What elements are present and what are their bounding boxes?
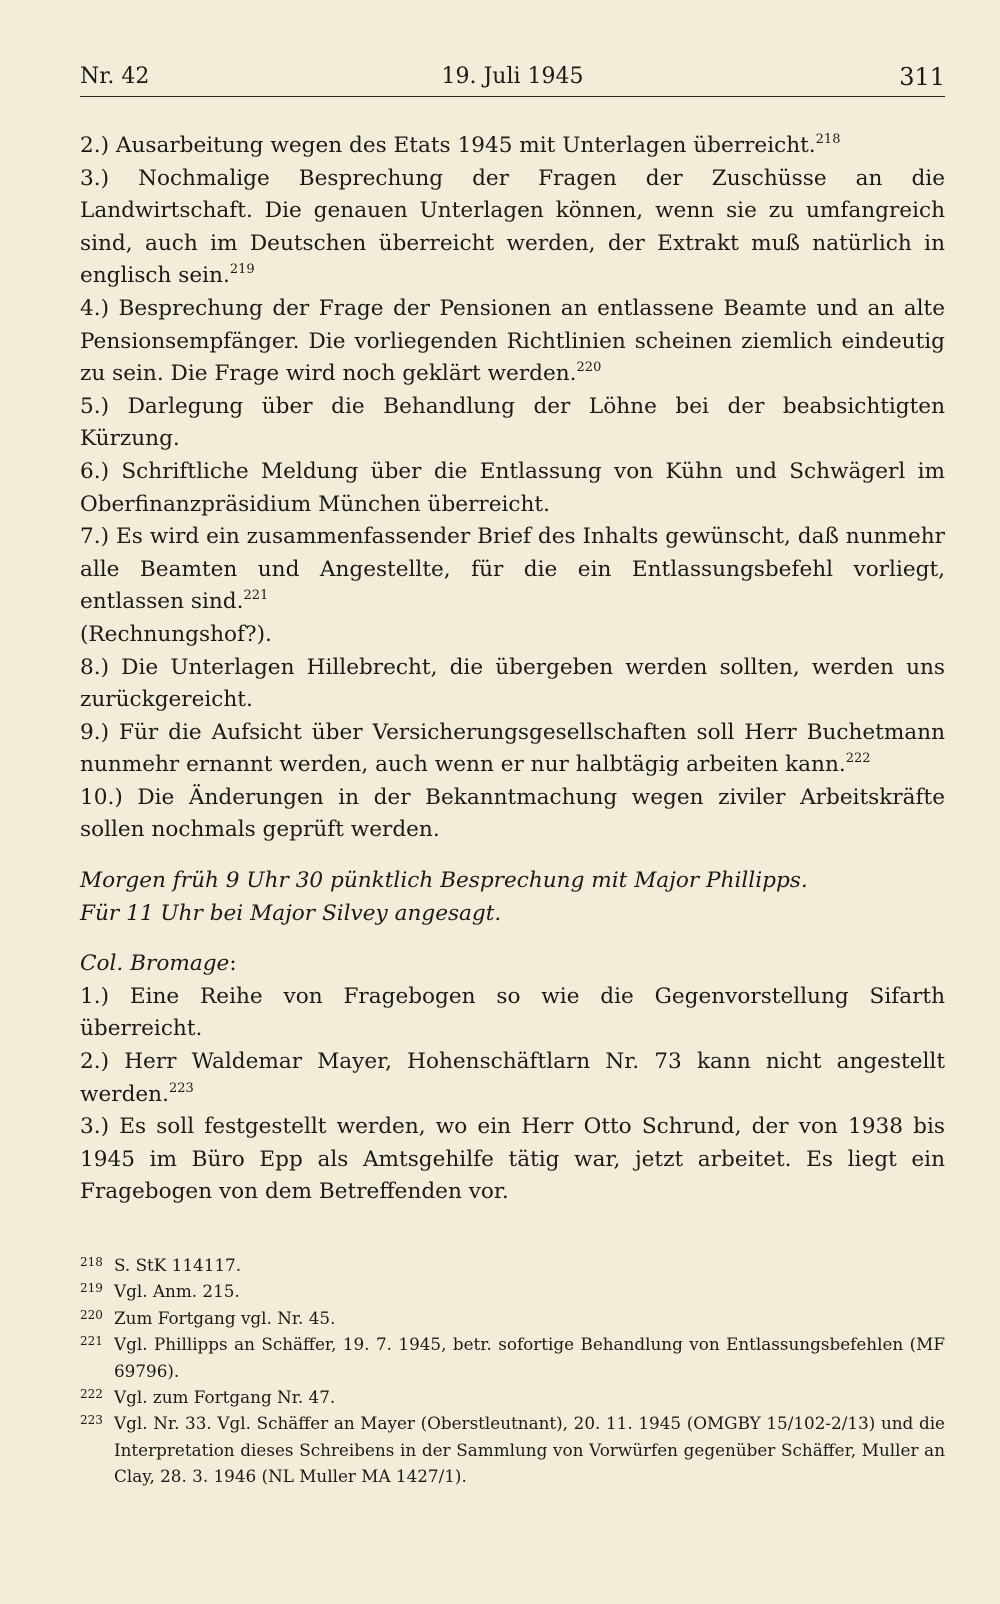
footnotes bbox=[80, 1252, 945, 1490]
footnote-ref[interactable]: 221 bbox=[243, 588, 269, 604]
header-date: 19. Juli 1945 bbox=[441, 64, 584, 89]
footnote bbox=[80, 1384, 945, 1410]
paragraph: 2.) Herr Waldemar Mayer, Hohenschäftlarn Nr. 73 kann nicht angestellt werden.$^{223}$ bbox=[80, 1049, 945, 1107]
paragraph: 5.) Darlegung über die Behandlung der Löhne bei der beabsichtigten Kürzung. bbox=[80, 393, 945, 452]
footnote-ref[interactable]: 218 bbox=[815, 132, 841, 147]
footnote bbox=[80, 1410, 945, 1489]
footnote-ref[interactable]: 219 bbox=[229, 262, 255, 278]
paragraph: 3.) Nochmalige Besprechung der Fragen der Zuschüsse an die Landwirtschaft. Die genauen Unterlagen können, wenn sie zu umfangreich sind, auch im Deutschen überreicht werden, der Extrakt muß natürlich in englisch sein.$^{219}$ bbox=[80, 165, 945, 289]
paragraph: 3.) Es soll festgestellt werden, wo ein Herr Otto Schrund, der von 1938 bis 1945 im Büro Epp als Amtsgehilfe tätig war, jetzt arbeitet. Es liegt ein Fragebogen von dem Betreffenden vor. bbox=[80, 1114, 945, 1205]
italic-note: Für 11 Uhr bei Major Silvey angesagt. bbox=[80, 900, 502, 926]
footnote-text: Zum Fortgang vgl. Nr. 45. bbox=[114, 1307, 336, 1328]
paragraph: 6.) Schriftliche Meldung über die Entlassung von Kühn und Schwägerl im Oberfinanzpräsidium München überreicht. bbox=[80, 458, 945, 517]
paragraph: 8.) Die Unterlagen Hillebrecht, die übergeben werden sollten, werden uns zurückgereicht. bbox=[80, 654, 945, 713]
footnote-text: Vgl. Anm. 215. bbox=[114, 1281, 240, 1302]
paragraph: 1.) Eine Reihe von Fragebogen so wie die Gegenvorstellung Sifarth überreicht. bbox=[80, 983, 945, 1042]
page-number: 311 bbox=[899, 63, 945, 91]
main-text bbox=[80, 130, 945, 1209]
paragraph: 9.) Für die Aufsicht über Versicherungsgesellschaften soll Herr Buchetmann nunmehr ernannt werden, auch wenn er nur halbtägig arbeiten kann.$^{222}$ bbox=[80, 719, 945, 778]
running-header bbox=[80, 62, 945, 97]
paragraph: (Rechnungshof?). bbox=[80, 621, 272, 647]
footnote bbox=[80, 1278, 945, 1304]
footnote-text: Vgl. Phillipps an Schäffer, 19. 7. 1945, betr. sofortige Behandlung von Entlassungsbefehlen (MF 69796). bbox=[114, 1334, 945, 1381]
paragraph: 4.) Besprechung der Frage der Pensionen an entlassene Beamte und an alte Pensionsempfänger. Die vorliegenden Richtlinien scheinen ziemlich eindeutig zu sein. Die Frage wird noch geklärt werden.$^{220}$ bbox=[80, 295, 945, 387]
footnote-ref[interactable]: 222 bbox=[845, 751, 871, 767]
footnote bbox=[80, 1331, 945, 1384]
footnote-number: 219 bbox=[80, 1281, 103, 1296]
paragraph: 7.) Es wird ein zusammenfassender Brief des Inhalts gewünscht, daß nunmehr alle Beamten und Angestellte, für die ein Entlassungsbefehl vorliegt, entlassen sind.$^{221}$ bbox=[80, 524, 945, 615]
footnote-ref[interactable]: 223 bbox=[168, 1080, 194, 1096]
section-heading: Col. Bromage: bbox=[80, 951, 237, 977]
footnote-text: Vgl. zum Fortgang Nr. 47. bbox=[114, 1387, 336, 1408]
footnote-number: 223 bbox=[80, 1413, 103, 1428]
footnote bbox=[80, 1252, 945, 1278]
footnote-number: 218 bbox=[80, 1255, 103, 1269]
italic-note: Morgen früh 9 Uhr 30 pünktlich Besprechung mit Major Phillipps. bbox=[80, 868, 808, 894]
footnote bbox=[80, 1305, 945, 1331]
footnote-number: 222 bbox=[80, 1387, 103, 1402]
footnote-text: S. StK 114117. bbox=[114, 1255, 242, 1275]
document-number: Nr. 42 bbox=[80, 64, 150, 89]
footnote-text: Vgl. Nr. 33. Vgl. Schäffer an Mayer (Oberstleutnant), 20. 11. 1945 (OMGBY 15/102-2/13) und die Interpretation dieses Schreibens in der Sammlung von Vorwürfen gegenüber Schäffer, Muller an Clay, 28. 3. 1946 (NL Muller MA 1427/1). bbox=[114, 1413, 945, 1487]
footnote-ref[interactable]: 220 bbox=[576, 360, 602, 376]
footnote-number: 221 bbox=[80, 1334, 103, 1349]
paragraph: 2.) Ausarbeitung wegen des Etats 1945 mit Unterlagen überreicht.$^{218}$ bbox=[80, 132, 841, 158]
footnote-number: 220 bbox=[80, 1307, 103, 1322]
paragraph: 10.) Die Änderungen in der Bekanntmachung wegen ziviler Arbeitskräfte sollen nochmals geprüft werden. bbox=[80, 784, 945, 843]
